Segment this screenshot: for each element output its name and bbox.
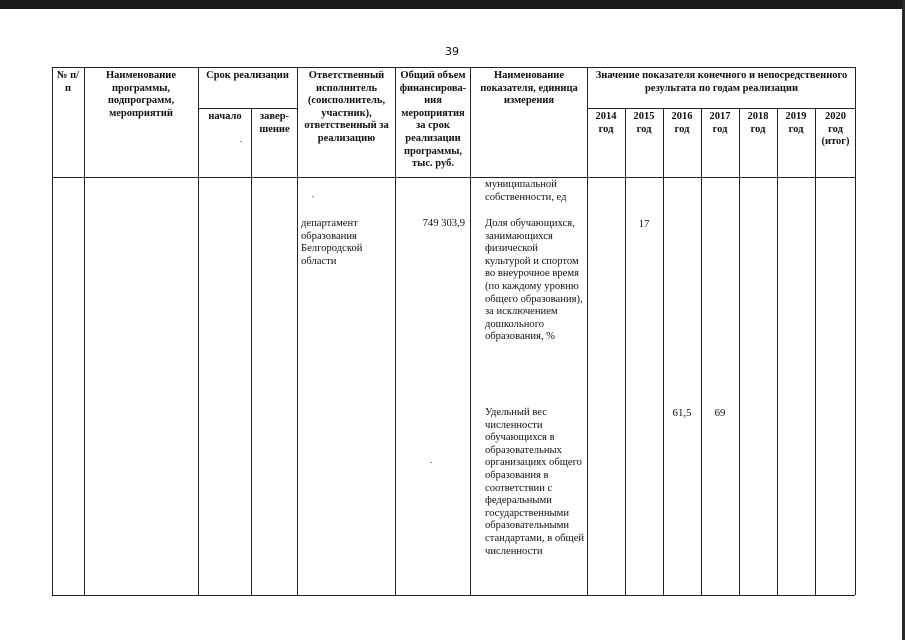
funding-value: 749 303,9 [422,218,465,229]
indicator-2-value-2017: 69 [714,407,726,419]
carry-indicator-text: муниципальной собственности, ед [485,179,567,203]
header-term-end: завер-шение [259,111,290,135]
scan-edge-top [0,0,905,9]
indicator-2-value-2016: 61,5 [672,407,692,419]
scan-speck [240,141,242,142]
indicator-2-text: Удельный вес численности обучающихся в образовательных организациях общего образования в соответствии с федеральными государственными образовательными стандартами, в общей численности [485,407,585,557]
header-year-2019: 2019 год [785,111,807,135]
header-year-2018: 2018 год [747,111,769,135]
scan-speck [430,462,432,463]
indicator-1-value-2015: 17 [638,218,650,230]
header-term: Срок реализации [206,70,289,81]
header-year-2014: 2014 год [595,111,617,135]
scan-speck [312,196,314,197]
header-year-2016: 2016 год [671,111,693,135]
header-responsible: Ответственный исполнитель (соисполнитель, участник), ответственный за реализацию [304,70,389,144]
responsible-department: департамент образования Белгородской области [301,218,363,267]
header-values-group: Значение показателя конечного и непосредственного результата по годам реализации [595,70,848,94]
header-funding: Общий объем финансирова-ния мероприятия за срок реализации программы, тыс. руб. [399,70,467,170]
header-year-2020: 2020 год (итог) [821,111,850,148]
header-no: № п/п [56,70,80,94]
header-name: Наименование программы, подпрограмм, мероприятий [106,70,176,119]
header-indicator: Наименование показателя, единица измерения [480,70,578,107]
header-year-2017: 2017 год [709,111,731,135]
page-number: 39 [445,45,459,58]
header-term-start: начало [208,111,242,122]
indicator-1-text: Доля обучающихся, занимающихся физической культурой и спортом во внеурочное время (по каждому уровню общего образования), за исключением дошкольного образования, % [485,218,583,343]
header-year-2015: 2015 год [633,111,655,135]
